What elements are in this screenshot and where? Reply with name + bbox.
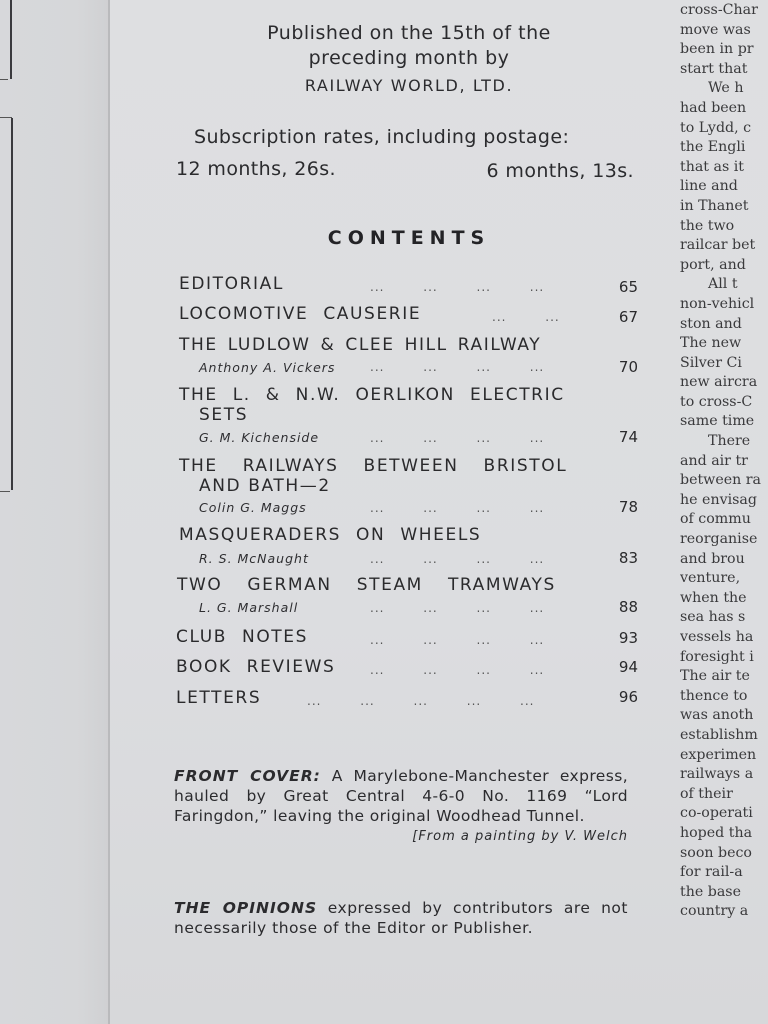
toc-page-number: 96 — [618, 688, 638, 706]
article-line: move was — [680, 21, 751, 38]
contents-page — [110, 0, 768, 1024]
article-line: port, and — [680, 256, 746, 273]
article-line: in Thanet — [680, 197, 749, 214]
toc-title-club-notes[interactable]: CLUB NOTES — [176, 627, 309, 647]
article-line: had been — [680, 99, 747, 116]
article-line: the base — [680, 883, 741, 900]
published-line-1: Published on the 15th of the — [267, 22, 551, 44]
rate-12-months: 12 months, 26s. — [176, 158, 336, 180]
article-line: non-vehicl — [680, 295, 755, 312]
rate-6-months: 6 months, 13s. — [486, 160, 634, 182]
article-line: cross-Char — [680, 2, 758, 18]
opinions-disclaimer — [174, 898, 628, 938]
toc-author: G. M. Kichenside — [199, 430, 320, 445]
article-line: ston and — [680, 315, 742, 332]
front-cover-credit: [From a painting by V. Welch — [412, 829, 628, 844]
previous-page-edge — [0, 0, 110, 1024]
article-line: reorganise — [680, 531, 758, 548]
article-line: the two — [680, 217, 735, 234]
article-line: railcar bet — [680, 237, 756, 254]
article-line: line and — [680, 178, 738, 195]
toc-title-bristol-bath-line1[interactable]: THE RAILWAYS BETWEEN BRISTOL — [179, 456, 568, 476]
article-line: vessels ha — [680, 629, 754, 645]
article-line: that as it — [680, 158, 744, 175]
article-line: co-operati — [680, 805, 753, 822]
leader-dots: ... ... — [492, 310, 560, 324]
opinions-text: expressed by contributors are not necessarily those of the Editor or Publisher. — [174, 899, 628, 937]
leader-dots: ... ... ... ... — [370, 552, 545, 566]
leader-dots: ... ... ... ... — [370, 633, 545, 647]
toc-page-number: 70 — [618, 358, 638, 376]
toc-title-locomotive-causerie[interactable]: LOCOMOTIVE CAUSERIE — [179, 304, 422, 324]
front-cover-label: FRONT COVER: — [174, 767, 321, 785]
article-line: to cross-C — [680, 393, 753, 410]
toc-author: Anthony A. Vickers — [199, 360, 336, 375]
article-line: foresight i — [680, 648, 754, 665]
article-line: venture, — [680, 570, 741, 587]
toc-page-number: 88 — [618, 598, 638, 616]
article-line: was anoth — [680, 707, 754, 724]
article-line: when the — [680, 589, 747, 606]
toc-author: R. S. McNaught — [199, 551, 309, 566]
front-cover-caption — [174, 766, 628, 847]
article-line: to Lydd, c — [680, 119, 752, 136]
toc-title-oerlikon-line2[interactable]: SETS — [199, 405, 249, 425]
article-line: country a — [680, 903, 749, 920]
article-line: and air tr — [680, 452, 748, 469]
article-line: There — [708, 433, 751, 450]
leader-dots: ... ... ... ... — [370, 501, 545, 515]
toc-title-book-reviews[interactable]: BOOK REVIEWS — [176, 657, 336, 677]
toc-title-letters[interactable]: LETTERS — [176, 688, 262, 708]
toc-page-number: 65 — [618, 278, 638, 296]
article-line: new aircra — [680, 374, 758, 391]
article-line: for rail-a — [680, 864, 743, 881]
border-rule — [11, 118, 13, 490]
toc-author: L. G. Marshall — [199, 600, 299, 615]
leader-dots: ... ... ... ... — [370, 601, 545, 615]
article-line: same time — [680, 413, 755, 430]
toc-title-oerlikon-line1[interactable]: THE L. & N.W. OERLIKON ELECTRIC — [179, 385, 565, 405]
article-fragment — [680, 1, 768, 922]
front-cover-text: A Marylebone-Manchester express, hauled by Great Central 4-6-0 No. 1169 “Lord Faringdon,” leaving the original Woodhead Tunnel. — [174, 767, 629, 825]
toc-title-bristol-bath-line2[interactable]: AND BATH—2 — [199, 476, 331, 496]
article-line: railways a — [680, 766, 754, 783]
article-line: of commu — [680, 511, 751, 528]
toc-page-number: 74 — [618, 428, 638, 446]
article-line: sea has s — [680, 609, 746, 626]
article-line: The air te — [680, 668, 750, 685]
subscription-title: Subscription rates, including postage: — [194, 126, 570, 148]
leader-dots: ... ... ... ... — [370, 360, 545, 374]
publisher-name: RAILWAY WORLD, LTD. — [304, 76, 514, 95]
leader-dots: ... ... ... ... — [370, 663, 545, 677]
border-rule — [10, 0, 12, 79]
article-line: been in pr — [680, 41, 754, 58]
article-line: All t — [708, 276, 738, 293]
article-line: establishm — [680, 726, 758, 743]
leader-dots: ... ... ... ... — [370, 431, 545, 445]
article-line: thence to — [680, 687, 748, 704]
article-line: We h — [708, 80, 744, 97]
article-line: Silver Ci — [680, 354, 742, 371]
toc-page-number: 93 — [618, 629, 638, 647]
contents-heading: CONTENTS — [327, 227, 491, 249]
leader-dots: ... ... ... ... — [370, 280, 545, 294]
toc-title-editorial[interactable]: EDITORIAL — [179, 274, 284, 294]
toc-author: Colin G. Maggs — [199, 500, 307, 515]
border-rule — [0, 491, 10, 492]
article-line: between ra — [680, 472, 762, 489]
published-line-2: preceding month by — [308, 47, 510, 69]
toc-title-german-tramways[interactable]: TWO GERMAN STEAM TRAMWAYS — [177, 575, 556, 595]
article-line: The new — [680, 335, 742, 352]
article-line: and brou — [680, 550, 745, 567]
toc-title-ludlow-clee-hill[interactable]: THE LUDLOW & CLEE HILL RAILWAY — [179, 335, 542, 355]
toc-page-number: 78 — [618, 498, 638, 516]
toc-title-masqueraders[interactable]: MASQUERADERS ON WHEELS — [179, 525, 482, 545]
toc-page-number: 83 — [618, 549, 638, 567]
article-line: experimen — [680, 746, 757, 763]
article-line: soon beco — [680, 844, 752, 861]
toc-page-number: 67 — [618, 308, 638, 326]
leader-dots: ... ... ... ... ... — [307, 694, 535, 708]
toc-page-number: 94 — [618, 658, 638, 676]
article-line: of their — [680, 785, 733, 802]
article-line: the Engli — [680, 139, 746, 156]
opinions-label: THE OPINIONS — [174, 899, 318, 917]
article-line: start that — [680, 60, 748, 77]
article-line: hoped tha — [680, 824, 753, 841]
border-rule — [0, 79, 8, 80]
article-line: he envisag — [680, 491, 757, 508]
